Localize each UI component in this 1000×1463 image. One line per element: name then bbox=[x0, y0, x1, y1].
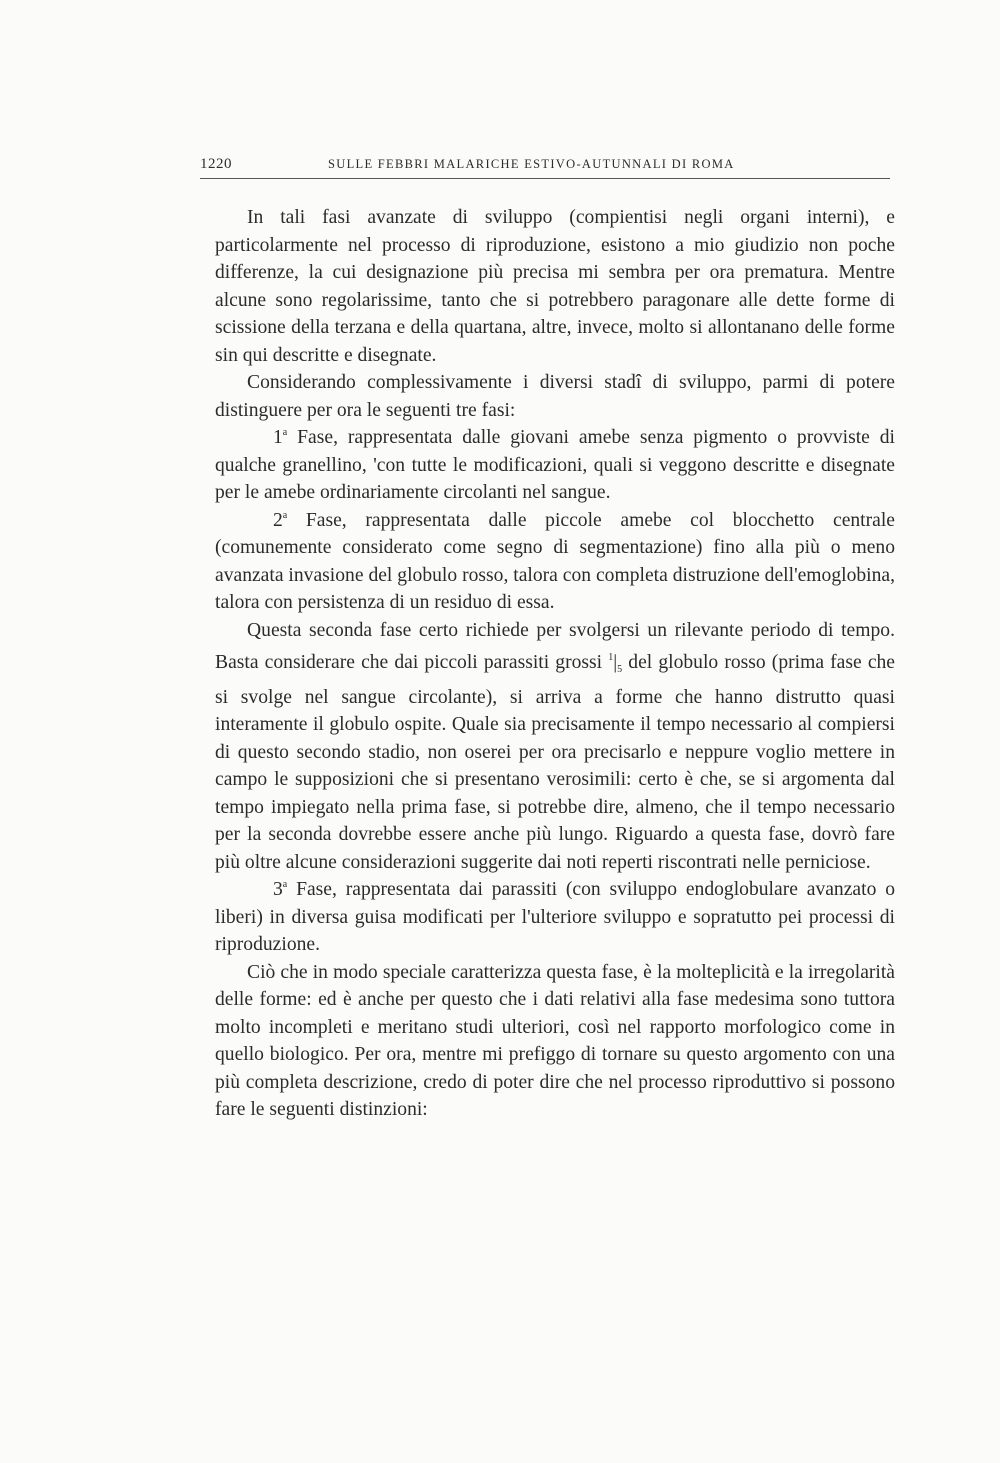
fraction-numerator: 1 bbox=[608, 652, 614, 663]
fase-3-ordinal: a bbox=[282, 879, 288, 890]
paragraph-4: Ciò che in modo speciale caratterizza questa fase, è la molteplicità e la irregolarità delle forme: ed è anche per questo che i dati relativi alla fase medesima sono tuttora molto incompleti e meritano studi ulteriori, così nel rapporto morfologico come in quello biologico. Per ora, mentre mi prefiggo di tornare su questo argomento con una più completa descrizione, credo di poter dire che nel processo riproduttivo si possono fare le seguenti distinzioni: bbox=[215, 961, 895, 1120]
fase-3-number: 3 bbox=[273, 879, 283, 900]
page-number: 1220 bbox=[200, 156, 232, 172]
fraction-one-fifth: $^1|_5$ bbox=[608, 652, 623, 675]
fase-2-text: Fase, rappresentata dalle piccole amebe col blocchetto centrale (comunemente considerato come segno di segmentazione) fino alla più o meno avanzata invasione del globulo rosso, talora con completa distruzione dell'emoglobina, talora con persistenza di un residuo di essa. bbox=[215, 509, 895, 613]
paragraph-2: Considerando complessivamente i diversi stadî di sviluppo, parmi di potere distinguere per ora le seguenti tre fasi: bbox=[215, 372, 895, 421]
paragraph-fase-1 bbox=[215, 424, 895, 507]
fase-1-ordinal: a bbox=[282, 427, 288, 438]
paragraph-fase-3 bbox=[215, 876, 895, 959]
paragraph-fase-2 bbox=[215, 507, 895, 617]
fase-2-number: 2 bbox=[273, 509, 283, 531]
fraction-denominator: 5 bbox=[617, 664, 623, 675]
running-title: SULLE FEBBRI MALARICHE ESTIVO-AUTUNNALI DI ROMA bbox=[328, 157, 735, 171]
body-text bbox=[215, 204, 895, 1124]
fase-3-text: Fase, rappresentata dai parassiti (con sviluppo endoglobulare avanzato o liberi) in diversa guisa modificati per l'ulteriore sviluppo e sopratutto pei processi di riproduzione. bbox=[215, 879, 895, 955]
fase-1-text: Fase, rappresentata dalle giovani amebe senza pigmento o provviste di qualche granellino, 'con tutte le modificazioni, quali si veggono descritte e disegnate per le amebe ordinariamente circolanti nel sangue. bbox=[215, 427, 895, 503]
paragraph-3-start: Questa seconda fase certo richiede per svolgersi un rilevante periodo di tempo. Basta considerare che dai piccoli parassiti grossi bbox=[215, 619, 895, 673]
fase-2-ordinal: a bbox=[282, 509, 288, 521]
paragraph-3-end: del globulo rosso (prima fase che si svolge nel sangue circolante), si arriva a forme che hanno distrutto quasi interamente il globulo ospite. Quale sia precisamente il tempo necessario al compiersi di questo secondo stadio, non oserei per ora precisarlo e neppure voglio mettere in campo le supposizioni che si presentano verosimili: certo è che, se si argomenta dal tempo impiegato nella prima fase, si potrebbe dire, almeno, che il tempo necessario per la seconda dovrebbe essere anche più lungo. Riguardo a questa fase, dovrò fare più oltre alcune considerazioni suggerite dai noti reperti riscontrati nelle perniciose. bbox=[215, 652, 896, 873]
paragraph-3 bbox=[215, 617, 895, 877]
running-head bbox=[200, 156, 890, 179]
paragraph-1: In tali fasi avanzate di sviluppo (compientisi negli organi interni), e particolarmente nel processo di riproduzione, esistono a mio giudizio non poche differenze, la cui designazione più precisa mi sembra per ora prematura. Mentre alcune sono regolarissime, tanto che si potrebbero paragonare alle dette forme di scissione della terzana e della quartana, altre, invece, molto si allontanano delle forme sin qui descritte e disegnate. bbox=[215, 207, 895, 366]
fase-1-number: 1 bbox=[273, 427, 283, 448]
